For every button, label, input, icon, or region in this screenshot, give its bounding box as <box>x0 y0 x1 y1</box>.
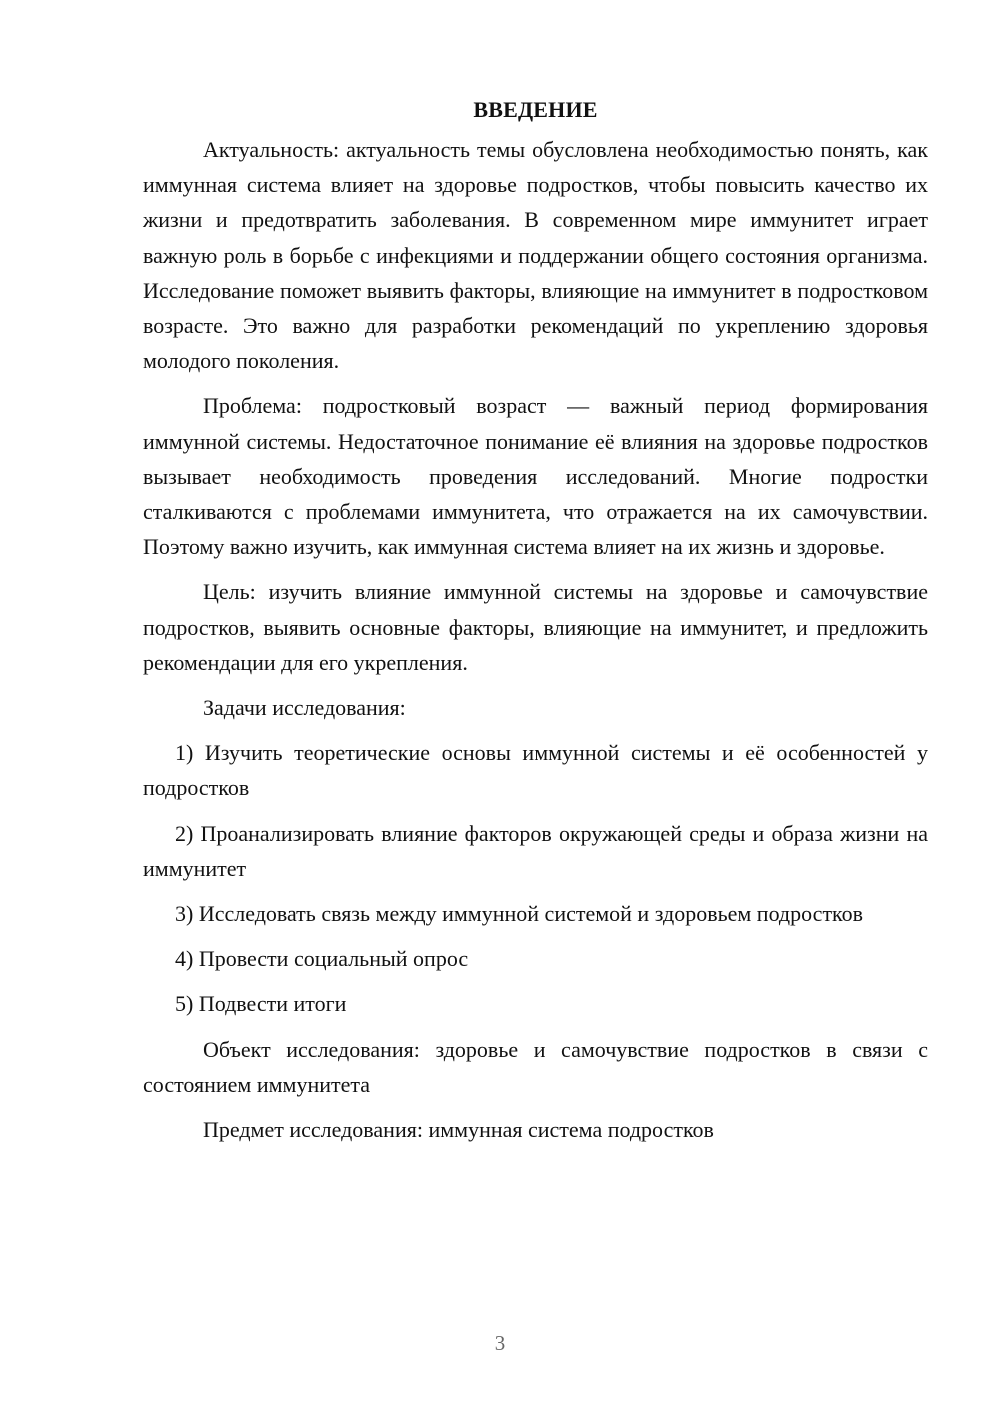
problem-paragraph: Проблема: подростковый возраст — важный период формирования иммунной системы. Недостаточное понимание её влияния на здоровье подростков вызывает необходимость проведения исследований. Многие подростки сталкиваются с проблемами иммунитета, что отражается на их самочувствии. Поэтому важно изучить, как иммунная система влияет на их жизнь и здоровье. <box>143 393 928 560</box>
goal-paragraph: Цель: изучить влияние иммунной системы на здоровье и самочувствие подростков, выявить основные факторы, влияющие на иммунитет, и предложить рекомендации для его укрепления. <box>143 579 928 675</box>
subject-paragraph: Предмет исследования: иммунная система подростков <box>203 1117 714 1143</box>
page-number: 3 <box>494 1331 506 1355</box>
task-item: 1) Изучить теоретические основы иммунной системы и её особенностей у подростков <box>143 740 928 801</box>
page-content <box>143 92 928 1157</box>
task-item: 2) Проанализировать влияние факторов окружающей среды и образа жизни на иммунитет <box>143 820 928 881</box>
page-title: ВВЕДЕНИЕ <box>473 97 598 122</box>
relevance-paragraph: Актуальность: актуальность темы обусловлена необходимостью понять, как иммунная система влияет на здоровье подростков, чтобы повысить качество их жизни и предотвратить заболевания. В современном мире иммунитет играет важную роль в борьбе с инфекциями и поддержании общего состояния организма. Исследование поможет выявить факторы, влияющие на иммунитет в подростковом возрасте. Это важно для разработки рекомендаций по укреплению здоровья молодого поколения. <box>143 137 928 374</box>
task-item: 3) Исследовать связь между иммунной системой и здоровьем подростков <box>175 901 864 927</box>
task-item: 4) Провести социальный опрос <box>175 946 469 972</box>
task-item: 5) Подвести итоги <box>175 991 347 1017</box>
tasks-heading: Задачи исследования: <box>203 695 406 721</box>
object-paragraph: Объект исследования: здоровье и самочувствие подростков в связи с состоянием иммунитета <box>143 1036 928 1097</box>
